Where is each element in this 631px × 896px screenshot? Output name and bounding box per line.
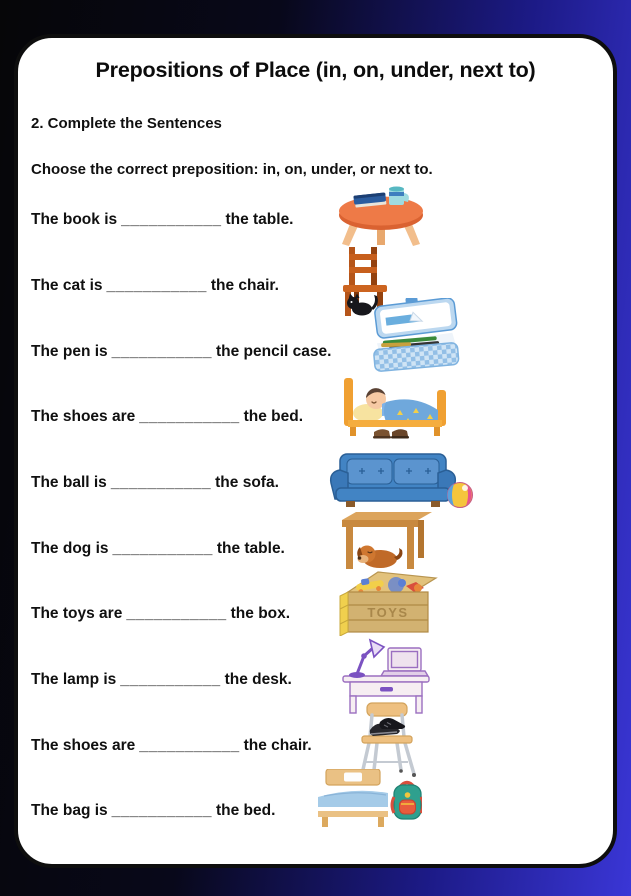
shoes-under-bed-illustration: [344, 370, 446, 442]
answer-blank[interactable]: ___________: [112, 540, 213, 557]
sentence-before: The pen is: [31, 343, 108, 360]
sentence-before: The dog is: [31, 540, 109, 557]
dog-under-table-illustration: [336, 510, 432, 572]
answer-blank[interactable]: ___________: [139, 737, 240, 754]
answer-blank[interactable]: ___________: [106, 277, 207, 294]
sentence-before: The toys are: [31, 605, 123, 622]
sentence-after: the box.: [230, 605, 291, 622]
sentence-before: The shoes are: [31, 408, 136, 425]
worksheet-card: [14, 34, 617, 868]
answer-blank[interactable]: ___________: [111, 343, 212, 360]
instruction-text: Choose the correct preposition: in, on, under, or next to.: [31, 161, 433, 178]
sentence-row-3: [31, 343, 331, 361]
answer-blank[interactable]: ___________: [121, 211, 222, 228]
sentence-after: the table.: [216, 540, 285, 557]
ball-next-to-sofa-illustration: [326, 450, 474, 514]
sentence-after: the desk.: [224, 671, 292, 688]
toy-box-label: TOYS: [367, 605, 409, 620]
sentence-after: the sofa.: [215, 474, 279, 491]
answer-blank[interactable]: ___________: [110, 474, 212, 491]
sentence-before: The ball is: [31, 474, 107, 491]
answer-blank[interactable]: ___________: [126, 605, 227, 622]
sentence-row-1: [31, 211, 294, 229]
sentence-before: The shoes are: [31, 737, 136, 754]
sentence-row-5: [31, 474, 279, 492]
sentence-after: the table.: [225, 211, 294, 228]
page-title: Prepositions of Place (in, on, under, next to): [95, 58, 536, 82]
answer-blank[interactable]: ___________: [111, 802, 212, 819]
sentence-row-10: [31, 802, 275, 820]
sentence-before: The book is: [31, 211, 118, 228]
sentence-after: the pencil case.: [215, 343, 332, 360]
sentence-after: the chair.: [210, 277, 279, 294]
sentence-before: The cat is: [31, 277, 103, 294]
sentence-after: the chair.: [243, 737, 312, 754]
toys-in-box-illustration: [338, 568, 438, 636]
sentence-row-7: [31, 605, 290, 623]
bag-next-to-bed-illustration: [316, 769, 422, 827]
sentence-after: the bed.: [243, 408, 303, 425]
book-on-table-illustration: [336, 184, 426, 248]
sentence-before: The lamp is: [31, 671, 117, 688]
sentence-row-9: [31, 737, 312, 755]
sentence-row-6: [31, 540, 285, 558]
answer-blank[interactable]: ___________: [139, 408, 240, 425]
sentence-before: The bag is: [31, 802, 108, 819]
pencil-case-illustration: [370, 298, 462, 374]
section-heading: 2. Complete the Sentences: [31, 115, 222, 132]
sentence-row-4: [31, 408, 303, 426]
sentence-after: the bed.: [215, 802, 276, 819]
answer-blank[interactable]: ___________: [120, 671, 221, 688]
sentence-row-8: [31, 671, 292, 689]
sentence-row-2: [31, 277, 279, 295]
